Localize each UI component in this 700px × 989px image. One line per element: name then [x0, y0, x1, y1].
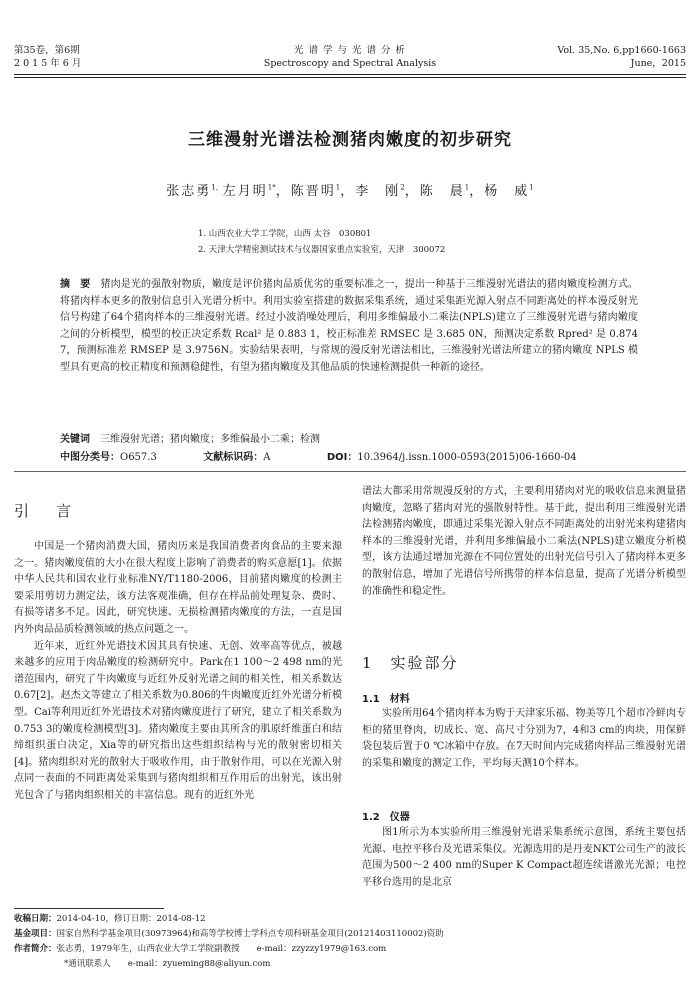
affiliation-1: 1. 山西农业大学工学院，山西 太谷 030801: [198, 229, 372, 239]
classification-line: [60, 448, 650, 463]
author-3: ，陈晋明$^1$: [275, 183, 341, 199]
footnote-author: 作者简介：张志勇，1979年生，山西农业大学工学院副教授 e-mail：zzyzzy1979@163.com: [14, 944, 387, 954]
section-separator: [14, 471, 686, 472]
doc-code-value: A: [263, 452, 271, 463]
abstract-label: 摘 要: [60, 279, 91, 290]
abstract-text: 猪肉是光的强散射物质，嫩度是评价猪肉品质优劣的重要标准之一，提出一种基于三维漫射光谱法的猪肉嫩度检测方式。将猪肉样本更多的散射信息引入光谱分析中。利用实验室搭建的数据采集系统，通过采集距光源入射点不同距离处的样本漫反射光信号构建了64个猪肉样本的三维漫射光谱。经过小波消噪处理后，利用多维偏最小二乘法(NPLS)建立了三维漫射光谱与猪肉嫩度之间的分析模型，模型的校正决定系数 Rcal² 是 0.883 1，校正标准差 RMSEC 是 3.685 0N，预测决定系数 Rpred² 是 0.874 7，预测标准差 RMSEP 是 3.9756N。实验结果表明，与常规的漫反射光谱法相比，三维漫射光谱法所建立的猪肉嫩度 NPLS 模型具有更高的校正精度和预测稳健性，有望为猪肉嫩度及其他品质的快速检测提供一种新的途径。: [60, 279, 639, 373]
author-1: 张志勇$^{1,}$: [166, 183, 223, 199]
header-rule-thin: [14, 77, 686, 78]
clc-label: 中图分类号：: [60, 452, 120, 463]
paper-title: 三维漫射光谱法检测猪肉嫩度的初步研究: [188, 130, 512, 150]
keywords-line: [60, 430, 650, 445]
intro-heading: 引 言: [14, 502, 78, 520]
footnote-received: 收稿日期：2014-04-10，修订日期：2014-08-12: [14, 914, 206, 924]
keywords-text: 三维漫射光谱；猪肉嫩度；多维偏最小二乘；检测: [100, 434, 320, 445]
clc-value: O657.3: [120, 452, 157, 463]
journal-date-en: June，2015: [630, 58, 686, 69]
author-2: 左月明$^{1*}$: [222, 183, 276, 199]
instrument-subheading: 1.2 仪器: [362, 812, 410, 823]
journal-date-cn: 2 0 1 5 年 6 月: [14, 58, 82, 69]
doi-value: 10.3964/j.issn.1000-0593(2015)06-1660-04: [357, 452, 577, 463]
materials-body: [362, 706, 686, 772]
intro-paragraph-continued: 谱法大都采用常规漫反射的方式，主要利用猪肉对光的吸收信息来测量猪肉嫩度，忽略了猪肉对光的强散射特性。基于此，提出利用三维漫射光谱法检测猪肉嫩度，即通过采集光源入射点不同距离处的出射光来构建猪肉样本的三维漫射光谱，并利用多维偏最小二乘法(NPLS)建立嫩度分析模型，该方法通过增加光源在不同位置处的出射光信号引入了猪肉样本更多的散射信息，增加了光谱信号所携带的样本信息量，提高了光谱分析模型的准确性和稳定性。: [362, 486, 686, 597]
instrument-body: [362, 825, 686, 891]
author-list: [0, 180, 700, 199]
doc-code-label: 文献标识码：: [203, 452, 264, 463]
footnote-contact: *通讯联系人 e-mail：zyueming88@aliyun.com: [64, 959, 271, 969]
journal-name-en: Spectroscopy and Spectral Analysis: [263, 58, 437, 69]
abstract: [60, 277, 638, 376]
footnote-rule: [14, 908, 164, 909]
author-6: ，杨 威$^1$: [469, 183, 534, 199]
author-4: ，李 刚$^2$: [340, 183, 405, 199]
instrument-paragraph: 图1所示为本实验所用三维漫射光谱采集系统示意图，系统主要包括光源、电控平移台及光谱采集仪。光源选用的是丹麦NKT公司生产的波长范围为500～2 400 nm的Super K Compact超连续谱激光光源；电控平移台选用的是北京: [362, 827, 686, 888]
experiment-heading: 1 实验部分: [362, 654, 459, 672]
intro-paragraph-2: 近年来，近红外光谱技术因其具有快速、无创、效率高等优点，被越来越多的应用于肉品嫩度的检测研究中。Park在1 100～2 498 nm的光谱范围内，研究了牛肉嫩度与近红外反射光谱之间的相关性，相关系数达0.67[2]。赵杰文等建立了相关系数为0.806的牛肉嫩度近红外光谱分析模型。Cai等利用近红外光谱技术对猪肉嫩度进行了研究，建立了相关系数为0.753 3的嫩度检测模型[3]。猪肉嫩度主要由其所含的肌原纤维蛋白和结缔组织蛋白决定，Xia等的研究指出这些组织结构与光的散射密切相关[4]。猪肉组织对光的散射大于吸收作用，由于散射作用，可以在光源入射点同一表面的不同距离处采集到与猪肉组织相互作用后的出射光，该出射光包含了与猪肉组织相关的丰富信息。现有的近红外光: [14, 640, 342, 801]
author-5: ，陈 晨$^1$: [404, 183, 470, 199]
right-col-intro: [362, 484, 686, 600]
journal-name-cn: 光 谱 学 与 光 谱 分 析: [293, 45, 407, 56]
footnote-fund: 基金项目：国家自然科学基金项目(30973964)和高等学校博士学科点专项科研基金项目(20121403110002)资助: [14, 929, 444, 939]
materials-paragraph: 实验所用64个猪肉样本为购于天津家乐福、物美等几个超市冷鲜肉专柜的猪里脊肉，切成长、宽、高尺寸分别为7，4和3 cm的肉块，用保鲜袋包装后置于0 ℃冰箱中存放。在7天时间内完成猪肉样品三维漫射光谱的采集和嫩度的测定工作，平均每天测10个样本。: [362, 708, 686, 769]
materials-subheading: 1.1 材料: [362, 694, 410, 705]
intro-body: [14, 539, 342, 805]
keywords-label: 关键词: [60, 434, 90, 445]
journal-volume-info: Vol. 35,No. 6,pp1660-1663: [557, 45, 686, 56]
journal-issue: 第35卷，第6期: [14, 45, 80, 56]
header-rule: [14, 74, 686, 75]
affiliation-2: 2. 天津大学精密测试技术与仪器国家重点实验室，天津 300072: [198, 245, 446, 255]
intro-paragraph-1: 中国是一个猪肉消费大国，猪肉历来是我国消费者肉食品的主要来源之一。猪肉嫩度值的大小在很大程度上影响了消费者的购买意愿[1]。依据中华人民共和国农业行业标准NY/T1180-2006，目前猪肉嫩度的检测主要采用剪切力测定法，该方法客观准确，但存在样品前处理复杂、费时、有损等诸多不足。因此，研究快速、无损检测猪肉嫩度的方法，一直是国内外肉品品质检测领域的热点问题之一。: [14, 541, 342, 635]
doi-label: DOI：: [326, 452, 358, 463]
